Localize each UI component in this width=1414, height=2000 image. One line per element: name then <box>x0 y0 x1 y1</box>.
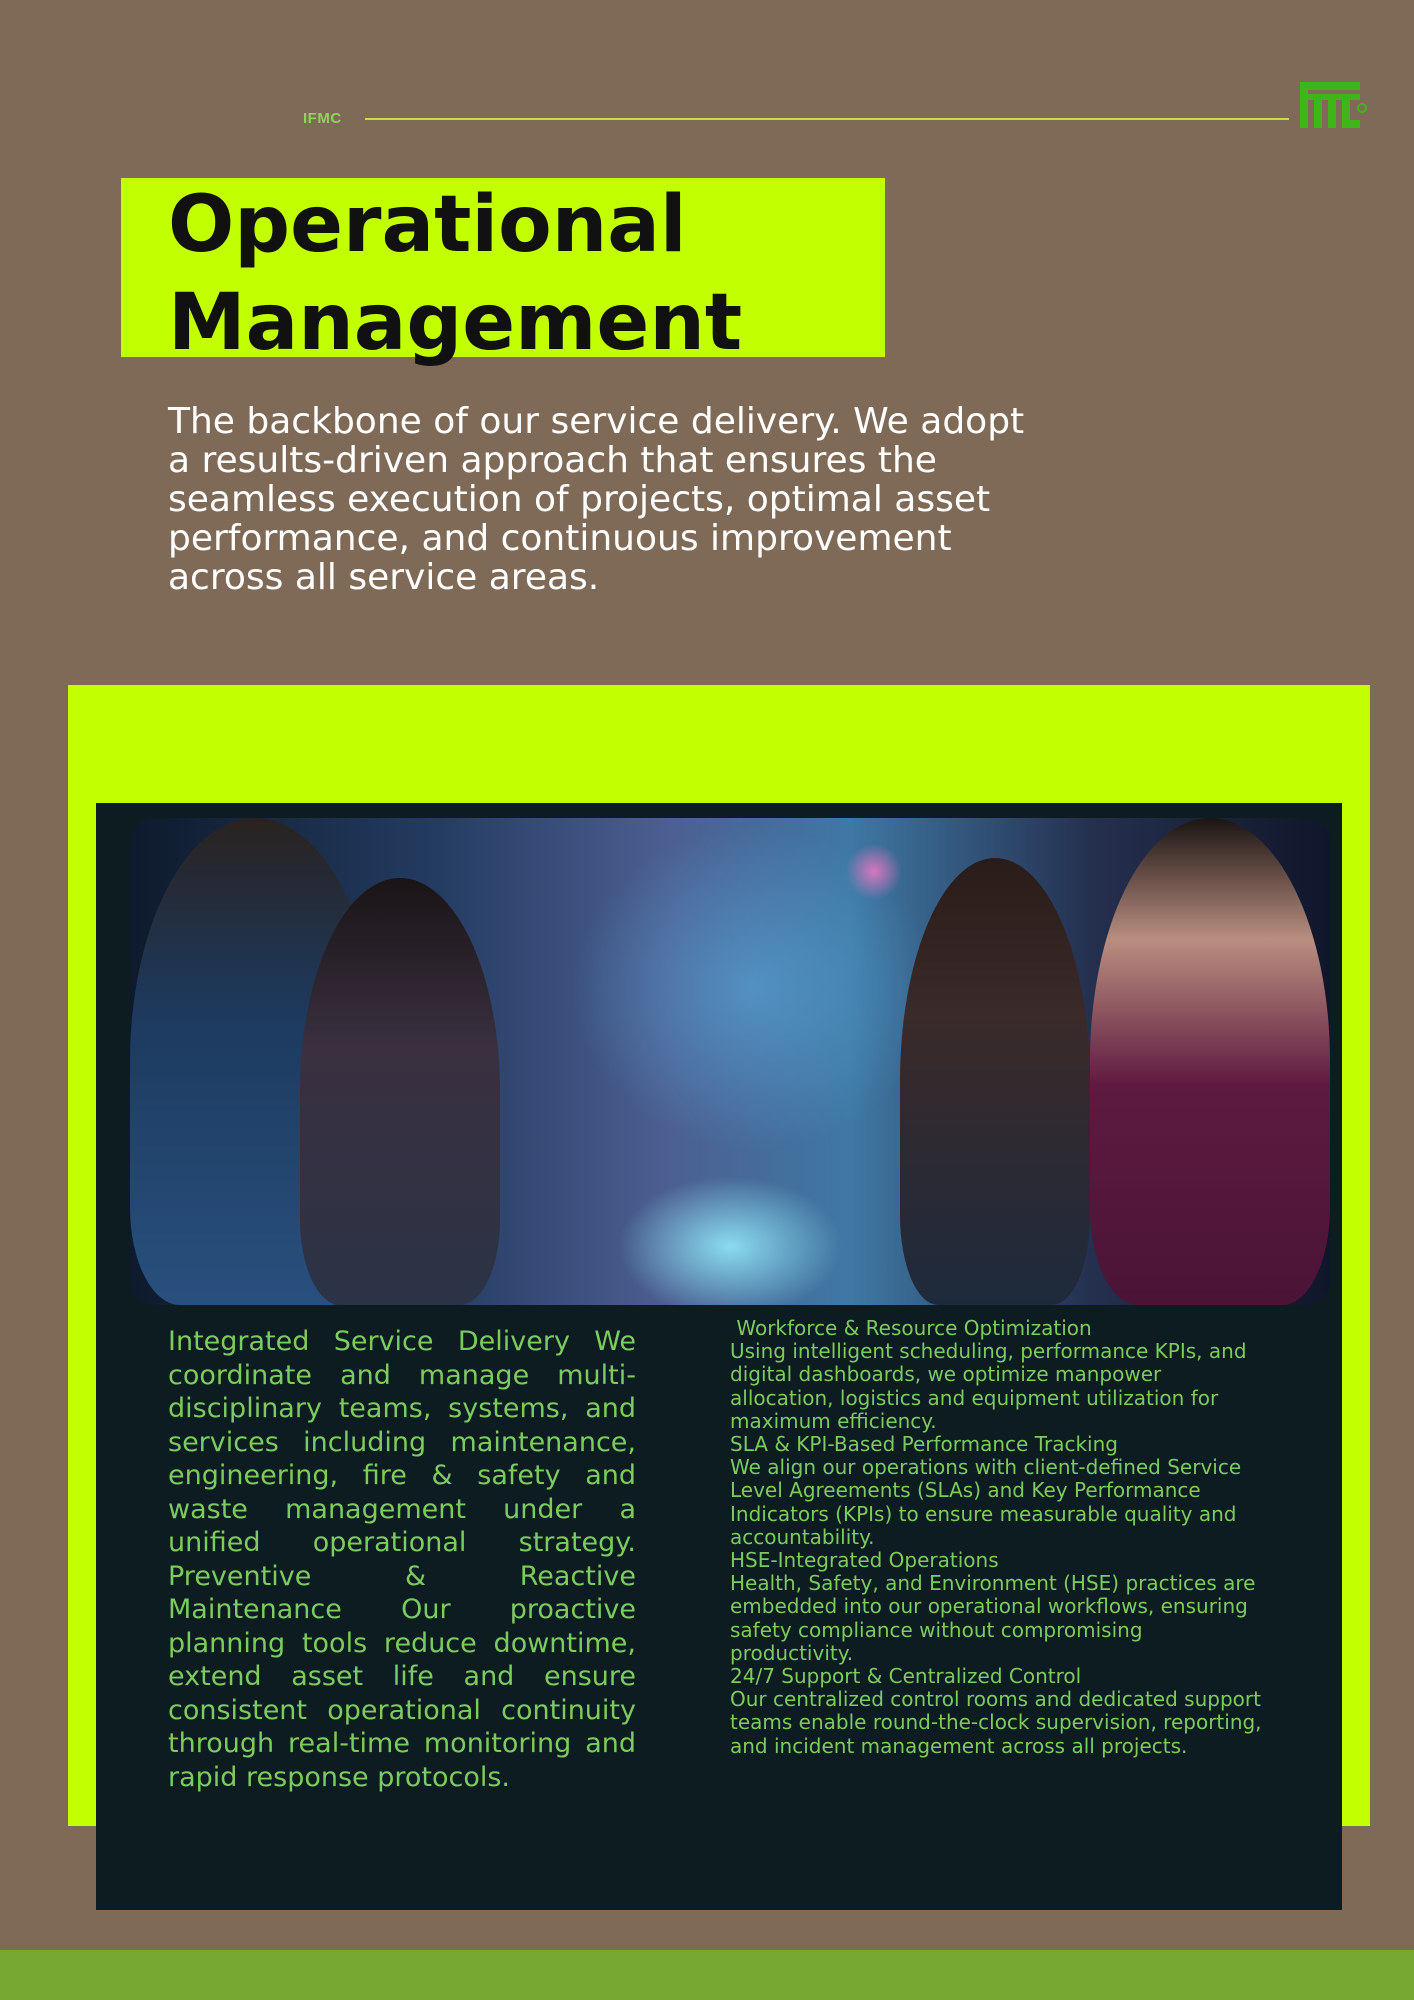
feature-heading: Workforce & Resource Optimization <box>730 1316 1092 1340</box>
header-divider <box>365 118 1289 120</box>
feature-heading: HSE-Integrated Operations <box>730 1548 999 1573</box>
title-line-2: Management <box>168 278 743 368</box>
feature-body: Using intelligent scheduling, performance KPIs, and digital dashboards, we optimize manpower allocation, logistics and equipment utilization for maximum efficiency. <box>730 1339 1247 1433</box>
footer-bar <box>0 1950 1414 2000</box>
feature-body: Our centralized control rooms and dedicated support teams enable round-the-clock supervision, reporting, and incident management across all projects. <box>730 1687 1262 1758</box>
intro-paragraph: The backbone of our service delivery. We adopt a results-driven approach that ensures the seamless execution of projects, optimal asset performance, and continuous improvement across all service areas. <box>168 401 1025 598</box>
feature-heading: 24/7 Support & Centralized Control <box>730 1664 1082 1689</box>
title-line-1: Operational <box>168 180 687 270</box>
page-title <box>168 176 742 372</box>
ifmc-logo <box>1300 82 1368 128</box>
brand-label: IFMC <box>303 110 342 127</box>
service-delivery-text: Integrated Service Delivery We coordinate and manage multi-disciplinary teams, systems, and services including maintenance, engineering, fire & safety and waste management under a unified operational strategy. Preventive & Reactive Maintenance Our proactive planning tools reduce downtime, extend asset life and ensure consistent operational continuity through real-time monitoring and rapid response protocols. <box>168 1326 636 1793</box>
team-meeting-photo <box>130 818 1330 1305</box>
feature-heading: SLA & KPI-Based Performance Tracking <box>730 1432 1118 1457</box>
feature-body: Health, Safety, and Environment (HSE) practices are embedded into our operational workflows, ensuring safety compliance without compromising productivity. <box>730 1571 1256 1665</box>
operations-features <box>730 1317 1270 1758</box>
feature-body: We align our operations with client-defined Service Level Agreements (SLAs) and Key Performance Indicators (KPIs) to ensure measurable quality and accountability. <box>730 1455 1242 1549</box>
